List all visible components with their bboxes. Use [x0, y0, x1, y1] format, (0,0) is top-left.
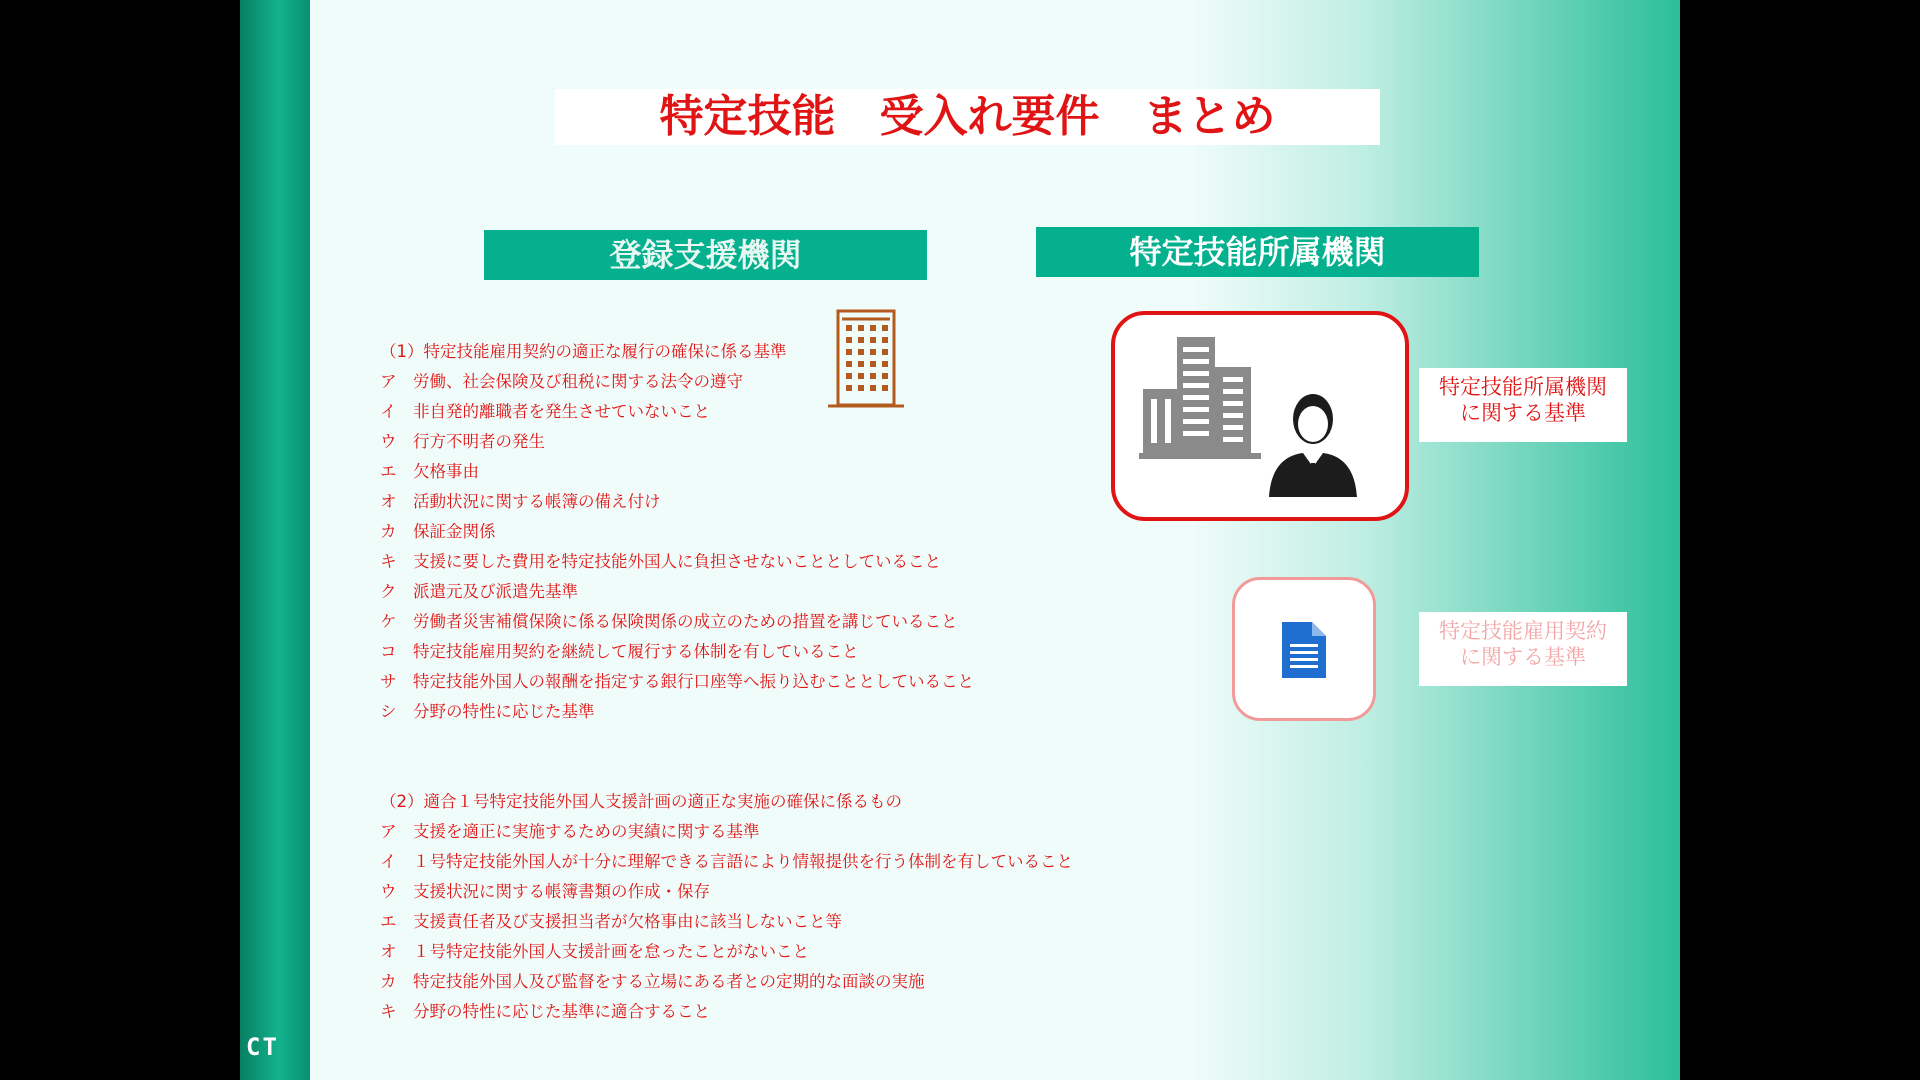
list-item: シ 分野の特性に応じた基準: [380, 702, 595, 721]
list-item: カ 特定技能外国人及び監督をする立場にある者との定期的な面談の実施: [380, 972, 925, 991]
left-accent-bar: [240, 0, 310, 1080]
list-item: ウ 支援状況に関する帳簿書類の作成・保存: [380, 882, 710, 901]
affiliated-organization-label: [1419, 368, 1627, 442]
list-item: ケ 労働者災害補償保険に係る保険関係の成立のための措置を講じていること: [380, 612, 958, 631]
section2-list: [380, 787, 1073, 1027]
section2-heading: （2）適合１号特定技能外国人支援計画の適正な実施の確保に係るもの: [380, 792, 902, 811]
ct-logo: CT: [246, 1033, 279, 1061]
list-item: エ 欠格事由: [380, 462, 479, 481]
list-item: オ １号特定技能外国人支援計画を怠ったことがないこと: [380, 942, 809, 961]
list-item: イ 非自発的離職者を発生させていないこと: [380, 402, 710, 421]
list-item: ク 派遣元及び派遣先基準: [380, 582, 578, 601]
document-icon: [1282, 622, 1326, 678]
office-building-icon: [828, 307, 904, 415]
employment-contract-card: [1232, 577, 1376, 721]
employment-contract-label: [1419, 612, 1627, 686]
section1-heading: （1）特定技能雇用契約の適正な履行の確保に係る基準: [380, 342, 787, 361]
label-line: 特定技能所属機関: [1439, 375, 1607, 399]
label-line: に関する基準: [1460, 645, 1586, 669]
list-item: サ 特定技能外国人の報酬を指定する銀行口座等へ振り込むこととしていること: [380, 672, 974, 691]
list-item: キ 支援に要した費用を特定技能外国人に負担させないこととしていること: [380, 552, 941, 571]
list-item: ア 支援を適正に実施するための実績に関する基準: [380, 822, 760, 841]
list-item: ア 労働、社会保険及び租税に関する法令の遵守: [380, 372, 743, 391]
header-registered-support: 登録支援機関: [484, 230, 927, 280]
list-item: コ 特定技能雇用契約を継続して履行する体制を有していること: [380, 642, 859, 661]
list-item: キ 分野の特性に応じた基準に適合すること: [380, 1002, 710, 1021]
list-item: ウ 行方不明者の発生: [380, 432, 545, 451]
list-item: カ 保証金関係: [380, 522, 496, 541]
label-line: 特定技能雇用契約: [1439, 619, 1607, 643]
affiliated-organization-card: [1111, 311, 1409, 521]
list-item: イ １号特定技能外国人が十分に理解できる言語により情報提供を行う体制を有していること: [380, 852, 1073, 871]
gray-building-icon: [1139, 337, 1269, 463]
header-affiliated-organization: 特定技能所属機関: [1036, 227, 1479, 277]
label-line: に関する基準: [1460, 401, 1586, 425]
businessman-icon: [1265, 389, 1361, 497]
list-item: エ 支援責任者及び支援担当者が欠格事由に該当しないこと等: [380, 912, 842, 931]
page-title: 特定技能 受入れ要件 まとめ: [659, 91, 1276, 142]
list-item: オ 活動状況に関する帳簿の備え付け: [380, 492, 661, 511]
